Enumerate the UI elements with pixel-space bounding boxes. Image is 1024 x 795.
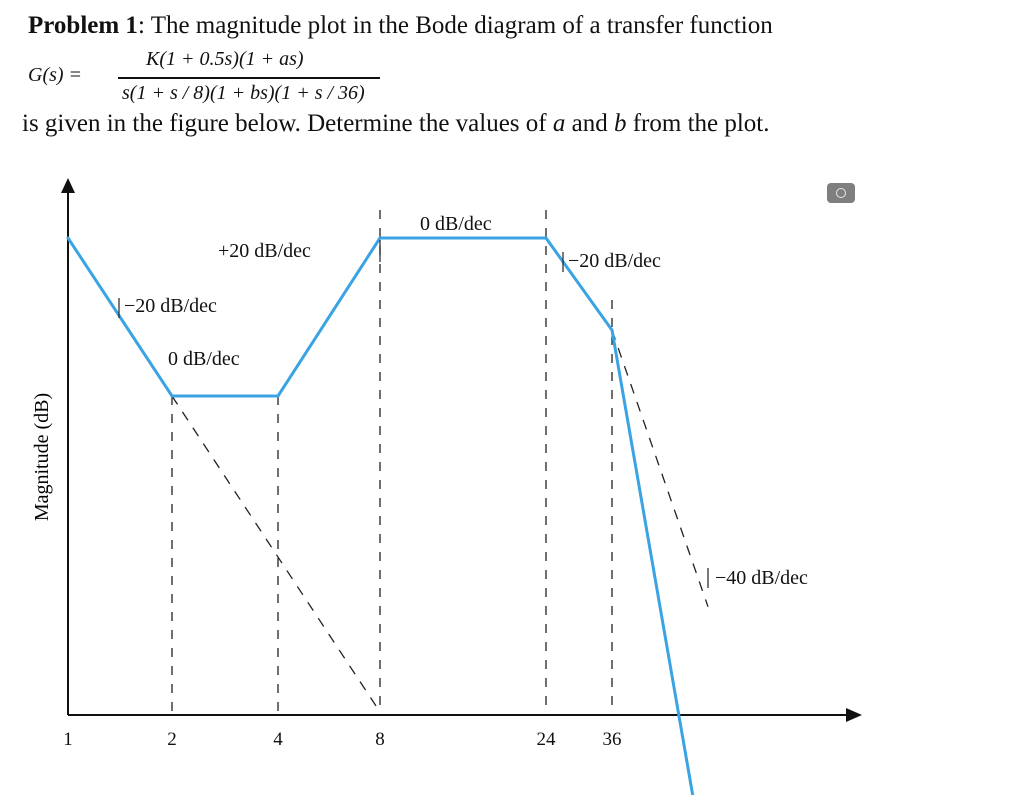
question-prefix: is given in the figure below. Determine the values of xyxy=(22,110,553,137)
x-tick-label: 1 xyxy=(63,729,73,750)
problem-colon: : xyxy=(137,12,145,39)
transfer-function-denominator: s(1 + s / 8)(1 + bs)(1 + s / 36) xyxy=(122,82,365,104)
transfer-function-lhs: G(s) = xyxy=(28,64,83,86)
fraction-bar xyxy=(118,77,380,79)
slope-label: −40 dB/dec xyxy=(715,567,808,589)
slope-label: 0 dB/dec xyxy=(420,213,492,235)
question-and: and xyxy=(565,110,614,137)
x-tick-label: 8 xyxy=(375,729,385,750)
problem-label: Problem 1 xyxy=(28,12,138,39)
problem-text: The magnitude plot in the Bode diagram of a transfer function xyxy=(144,12,773,39)
x-axis-arrow-icon xyxy=(846,708,862,722)
slope-label: −20 dB/dec xyxy=(568,250,661,272)
x-tick-label: 36 xyxy=(602,729,622,750)
slope-annotations xyxy=(119,213,808,589)
curve-segment xyxy=(612,330,708,795)
problem-question xyxy=(22,110,770,138)
transfer-function-numerator: K(1 + 0.5s)(1 + as) xyxy=(146,48,304,70)
bode-magnitude-plot xyxy=(0,160,1024,795)
slope-label: 0 dB/dec xyxy=(168,348,240,370)
variable-b: b xyxy=(613,110,627,137)
x-tick-label: 24 xyxy=(536,729,556,750)
variable-a: a xyxy=(552,110,566,137)
question-suffix: from the plot. xyxy=(626,110,770,137)
axes xyxy=(61,178,862,722)
x-tick-label: 2 xyxy=(167,729,177,750)
x-tick-label: 4 xyxy=(273,729,283,750)
transfer-function xyxy=(28,46,368,110)
problem-statement xyxy=(28,12,773,40)
curve-segment xyxy=(68,238,172,396)
x-tick-labels xyxy=(63,729,621,750)
asymptote-line xyxy=(172,396,380,712)
slope-label: −20 dB/dec xyxy=(124,295,217,317)
breakpoint-guides xyxy=(172,210,612,713)
y-axis-arrow-icon xyxy=(61,178,75,193)
asymptote-lines xyxy=(172,330,708,712)
asymptote-line xyxy=(612,330,708,607)
y-axis-label: Magnitude (dB) xyxy=(31,392,53,522)
slope-label: +20 dB/dec xyxy=(218,240,311,262)
